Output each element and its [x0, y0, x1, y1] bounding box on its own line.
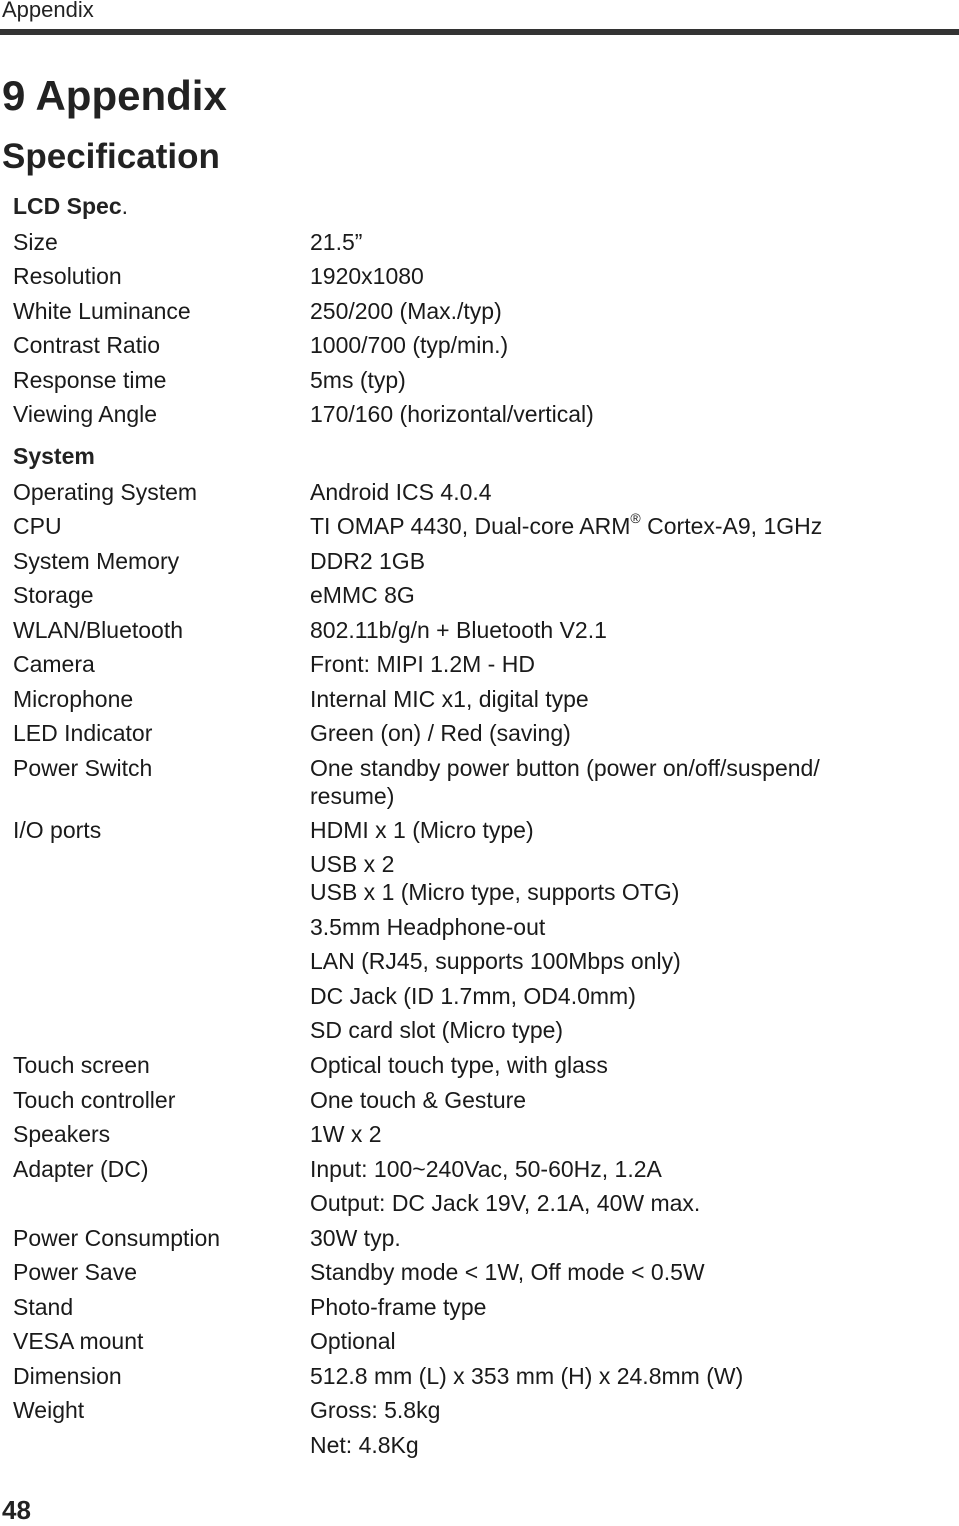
io-port-item: USB x 2: [310, 851, 395, 877]
spec-label: I/O ports: [13, 817, 102, 843]
spec-value: Standby mode < 1W, Off mode < 0.5W: [310, 1259, 705, 1285]
spec-label: White Luminance: [13, 298, 191, 324]
section-title: Specification: [2, 137, 220, 176]
adapter-output: Output: DC Jack 19V, 2.1A, 40W max.: [310, 1190, 701, 1216]
spec-label: VESA mount: [13, 1328, 144, 1354]
registered-mark: ®: [630, 510, 641, 527]
spec-label: Contrast Ratio: [13, 332, 161, 358]
spec-value: Optical touch type, with glass: [310, 1052, 608, 1078]
cpu-value-text-tail: Cortex-A9, 1GHz: [640, 513, 823, 539]
lcd-spec-heading-text: LCD Spec: [13, 193, 122, 219]
spec-label: Power Switch: [13, 755, 153, 781]
spec-value: Optional: [310, 1328, 396, 1354]
spec-value-list: [310, 816, 900, 1050]
spec-label: Power Save: [13, 1259, 138, 1285]
spec-label: Touch screen: [13, 1052, 150, 1078]
io-port-item: DC Jack (ID 1.7mm, OD4.0mm): [310, 983, 636, 1009]
spec-value: [310, 512, 900, 540]
spec-label: Storage: [13, 582, 94, 608]
spec-label: WLAN/Bluetooth: [13, 617, 184, 643]
cpu-value-text: TI OMAP 4430, Dual-core ARM: [310, 513, 631, 539]
system-heading: System: [13, 443, 95, 469]
spec-value: 170/160 (horizontal/vertical): [310, 401, 594, 427]
weight-gross: Gross: 5.8kg: [310, 1397, 441, 1423]
io-port-item: SD card slot (Micro type): [310, 1017, 564, 1043]
spec-value: 250/200 (Max./typ): [310, 298, 502, 324]
spec-value: Front: MIPI 1.2M - HD: [310, 651, 535, 677]
io-port-item: HDMI x 1 (Micro type): [310, 817, 534, 843]
spec-value: eMMC 8G: [310, 582, 415, 608]
spec-value: Android ICS 4.0.4: [310, 479, 492, 505]
spec-value: 21.5”: [310, 229, 363, 255]
spec-value: 1920x1080: [310, 263, 424, 289]
spec-label: System Memory: [13, 548, 180, 574]
adapter-input: Input: 100~240Vac, 50-60Hz, 1.2A: [310, 1156, 662, 1182]
spec-value: 1W x 2: [310, 1121, 382, 1147]
weight-net: Net: 4.8Kg: [310, 1432, 419, 1458]
spec-label: Size: [13, 229, 58, 255]
io-port-item: 3.5mm Headphone-out: [310, 914, 546, 940]
lcd-spec-heading: [13, 193, 128, 220]
page-number: 48: [2, 1495, 31, 1525]
lcd-spec-heading-suffix: .: [121, 193, 129, 219]
spec-label: Camera: [13, 651, 95, 677]
spec-label: CPU: [13, 513, 62, 539]
spec-label: LED Indicator: [13, 720, 153, 746]
spec-label: Microphone: [13, 686, 134, 712]
io-port-item: LAN (RJ45, supports 100Mbps only): [310, 948, 681, 974]
spec-value: DDR2 1GB: [310, 548, 426, 574]
spec-label: Response time: [13, 367, 167, 393]
spec-value: Green (on) / Red (saving): [310, 720, 571, 746]
spec-label: Power Consumption: [13, 1225, 221, 1251]
spec-value-list: [310, 1155, 900, 1223]
spec-value: 1000/700 (typ/min.): [310, 332, 509, 358]
spec-value: One touch & Gesture: [310, 1087, 527, 1113]
spec-label: Weight: [13, 1397, 85, 1423]
spec-label: Dimension: [13, 1363, 122, 1389]
spec-label: Resolution: [13, 263, 122, 289]
spec-value: Photo-frame type: [310, 1294, 487, 1320]
spec-value: 512.8 mm (L) x 353 mm (H) x 24.8mm (W): [310, 1363, 744, 1389]
running-header: Appendix: [2, 0, 94, 22]
spec-value: Internal MIC x1, digital type: [310, 686, 589, 712]
spec-value: 30W typ.: [310, 1225, 401, 1251]
spec-label: Adapter (DC): [13, 1156, 149, 1182]
spec-label: Speakers: [13, 1121, 111, 1147]
io-port-item: USB x 1 (Micro type, supports OTG): [310, 879, 680, 905]
spec-label: Touch controller: [13, 1087, 176, 1113]
spec-label: Viewing Angle: [13, 401, 158, 427]
spec-label: Stand: [13, 1294, 74, 1320]
chapter-title: 9 Appendix: [2, 72, 227, 119]
spec-value-list: [310, 1396, 900, 1465]
spec-value: 5ms (typ): [310, 367, 406, 393]
spec-value: One standby power button (power on/off/suspend/ resume): [310, 755, 820, 809]
header-rule: [0, 29, 959, 35]
spec-label: Operating System: [13, 479, 198, 505]
spec-value: 802.11b/g/n + Bluetooth V2.1: [310, 617, 607, 643]
